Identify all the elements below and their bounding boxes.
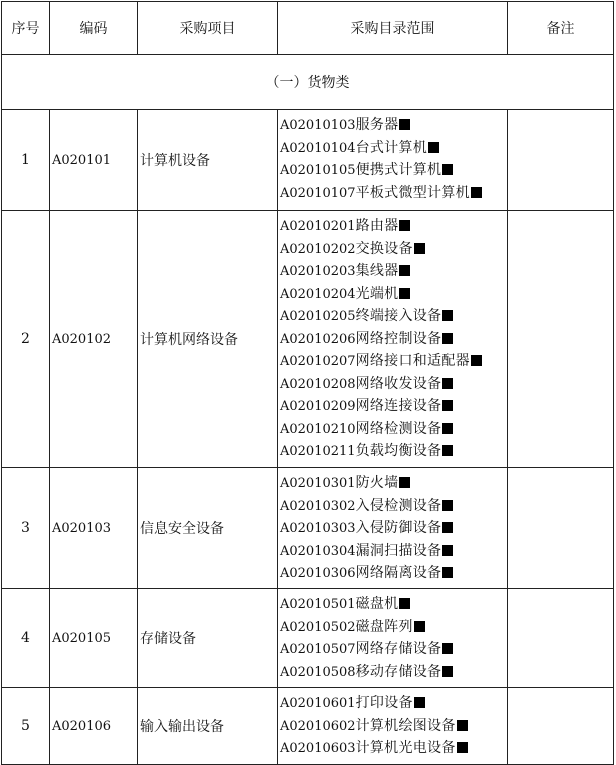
row-scope <box>278 110 508 211</box>
scope-item-name: 便携式计算机 <box>355 162 442 178</box>
row-serial-no: 1 <box>2 110 50 211</box>
table-row <box>2 688 614 765</box>
scope-item-name: 网络接口和适配器 <box>355 353 470 369</box>
table-row <box>2 211 614 468</box>
scope-item-name: 服务器 <box>355 117 399 133</box>
scope-item-code: A02010303 <box>280 521 356 536</box>
table-row <box>2 468 614 589</box>
scope-item-name: 网络检测设备 <box>355 420 442 437</box>
row-project: 计算机网络设备 <box>138 211 278 468</box>
scope-item-name: 路由器 <box>355 218 399 234</box>
row-scope <box>278 468 508 589</box>
scope-item <box>280 715 507 738</box>
scope-item-name: 磁盘阵列 <box>355 618 413 635</box>
scope-item-name: 网络控制设备 <box>355 330 442 347</box>
scope-item-code: A02010602 <box>280 718 356 734</box>
scope-item <box>280 114 507 137</box>
filled-square-icon <box>399 477 410 488</box>
filled-square-icon <box>457 720 468 731</box>
scope-item-name: 网络连接设备 <box>355 398 442 414</box>
scope-item-code: A02010603 <box>280 741 356 756</box>
scope-item-name: 移动存储设备 <box>355 663 442 680</box>
procurement-catalog-table <box>1 1 614 765</box>
scope-item <box>280 593 507 616</box>
scope-item-name: 入侵检测设备 <box>355 497 442 514</box>
row-serial-no: 5 <box>2 688 50 765</box>
scope-item-name: 计算机绘图设备 <box>355 717 456 734</box>
filled-square-icon <box>414 621 425 632</box>
scope-item-name: 台式计算机 <box>355 139 428 156</box>
row-serial-no: 2 <box>2 211 50 468</box>
scope-item <box>280 440 507 463</box>
scope-item <box>280 418 507 441</box>
scope-item-code: A02010210 <box>280 421 356 437</box>
scope-item <box>280 661 507 684</box>
scope-item-name: 集线器 <box>355 263 399 279</box>
row-code: A020102 <box>50 211 138 468</box>
scope-item <box>280 328 507 351</box>
scope-item-name: 光端机 <box>355 285 399 302</box>
scope-item <box>280 638 507 661</box>
scope-item <box>280 495 507 518</box>
scope-item <box>280 159 507 182</box>
row-remark <box>508 468 614 589</box>
filled-square-icon <box>442 666 453 677</box>
filled-square-icon <box>442 400 453 411</box>
filled-square-icon <box>414 243 425 254</box>
filled-square-icon <box>442 567 453 578</box>
row-code: A020105 <box>50 589 138 688</box>
scope-item-code: A02010304 <box>280 543 356 559</box>
scope-item <box>280 562 507 585</box>
scope-item-code: A02010207 <box>280 354 356 369</box>
header-remark: 备注 <box>508 2 614 55</box>
scope-item <box>280 616 507 639</box>
scope-item-code: A02010103 <box>280 118 356 133</box>
scope-item <box>280 260 507 283</box>
header-scope: 采购目录范围 <box>278 2 508 55</box>
filled-square-icon <box>457 742 468 753</box>
section-title: （一）货物类 <box>2 55 614 110</box>
scope-item <box>280 540 507 563</box>
scope-item-code: A02010301 <box>280 476 356 491</box>
row-serial-no: 4 <box>2 589 50 688</box>
row-remark <box>508 688 614 765</box>
scope-item <box>280 182 507 205</box>
header-project: 采购项目 <box>138 2 278 55</box>
scope-item-name: 负载均衡设备 <box>355 443 442 459</box>
filled-square-icon <box>442 500 453 511</box>
filled-square-icon <box>442 643 453 654</box>
header-serial-no: 序号 <box>2 2 50 55</box>
table-row <box>2 589 614 688</box>
filled-square-icon <box>471 355 482 366</box>
row-scope <box>278 589 508 688</box>
scope-item-code: A02010107 <box>280 185 356 201</box>
row-remark <box>508 589 614 688</box>
scope-item <box>280 215 507 238</box>
filled-square-icon <box>442 164 453 175</box>
scope-item-name: 入侵防御设备 <box>355 520 442 536</box>
scope-item-code: A02010205 <box>280 309 356 324</box>
scope-item-name: 防火墙 <box>355 475 399 491</box>
row-project: 存储设备 <box>138 589 278 688</box>
scope-item-name: 交换设备 <box>355 240 413 257</box>
scope-item-name: 计算机光电设备 <box>355 740 456 756</box>
row-project: 信息安全设备 <box>138 468 278 589</box>
scope-item <box>280 305 507 328</box>
scope-item-code: A02010306 <box>280 566 356 581</box>
scope-item-code: A02010508 <box>280 664 356 680</box>
filled-square-icon <box>399 119 410 130</box>
scope-item-name: 打印设备 <box>355 695 413 711</box>
row-remark <box>508 110 614 211</box>
filled-square-icon <box>428 142 439 153</box>
scope-item-name: 磁盘机 <box>355 596 399 612</box>
scope-item <box>280 737 507 760</box>
row-scope <box>278 211 508 468</box>
filled-square-icon <box>399 288 410 299</box>
row-code: A020101 <box>50 110 138 211</box>
row-project: 输入输出设备 <box>138 688 278 765</box>
scope-item <box>280 472 507 495</box>
scope-item-code: A02010201 <box>280 219 356 234</box>
filled-square-icon <box>442 378 453 389</box>
scope-item-code: A02010203 <box>280 264 356 279</box>
filled-square-icon <box>442 333 453 344</box>
scope-item-code: A02010501 <box>280 597 356 612</box>
scope-item <box>280 373 507 396</box>
filled-square-icon <box>442 423 453 434</box>
filled-square-icon <box>399 598 410 609</box>
scope-item-code: A02010211 <box>280 444 356 459</box>
scope-item <box>280 283 507 306</box>
scope-item <box>280 350 507 373</box>
scope-item-code: A02010507 <box>280 642 356 657</box>
scope-item-name: 网络收发设备 <box>355 375 442 392</box>
row-code: A020103 <box>50 468 138 589</box>
header-code: 编码 <box>50 2 138 55</box>
row-serial-no: 3 <box>2 468 50 589</box>
scope-item-code: A02010206 <box>280 331 356 347</box>
scope-item-name: 网络存储设备 <box>355 641 442 657</box>
scope-item-code: A02010502 <box>280 619 356 635</box>
filled-square-icon <box>442 310 453 321</box>
filled-square-icon <box>442 445 453 456</box>
scope-item-code: A02010601 <box>280 696 356 711</box>
scope-item <box>280 137 507 160</box>
scope-item-code: A02010204 <box>280 286 356 302</box>
filled-square-icon <box>414 697 425 708</box>
row-remark <box>508 211 614 468</box>
scope-item <box>280 517 507 540</box>
scope-item-code: A02010105 <box>280 163 356 178</box>
section-row <box>2 55 614 110</box>
scope-item <box>280 238 507 261</box>
filled-square-icon <box>442 522 453 533</box>
scope-item-name: 漏洞扫描设备 <box>355 542 442 559</box>
scope-item-code: A02010104 <box>280 140 356 156</box>
scope-item-name: 平板式微型计算机 <box>355 184 470 201</box>
filled-square-icon <box>442 545 453 556</box>
scope-item <box>280 395 507 418</box>
scope-item-name: 网络隔离设备 <box>355 565 442 581</box>
scope-item-code: A02010202 <box>280 241 356 257</box>
filled-square-icon <box>471 187 482 198</box>
scope-item-name: 终端接入设备 <box>355 308 442 324</box>
scope-item-code: A02010209 <box>280 399 356 414</box>
scope-item-code: A02010208 <box>280 376 356 392</box>
row-scope <box>278 688 508 765</box>
filled-square-icon <box>399 265 410 276</box>
table-row <box>2 110 614 211</box>
scope-item-code: A02010302 <box>280 498 356 514</box>
row-project: 计算机设备 <box>138 110 278 211</box>
row-code: A020106 <box>50 688 138 765</box>
header-row <box>2 2 614 55</box>
scope-item <box>280 692 507 715</box>
filled-square-icon <box>399 220 410 231</box>
